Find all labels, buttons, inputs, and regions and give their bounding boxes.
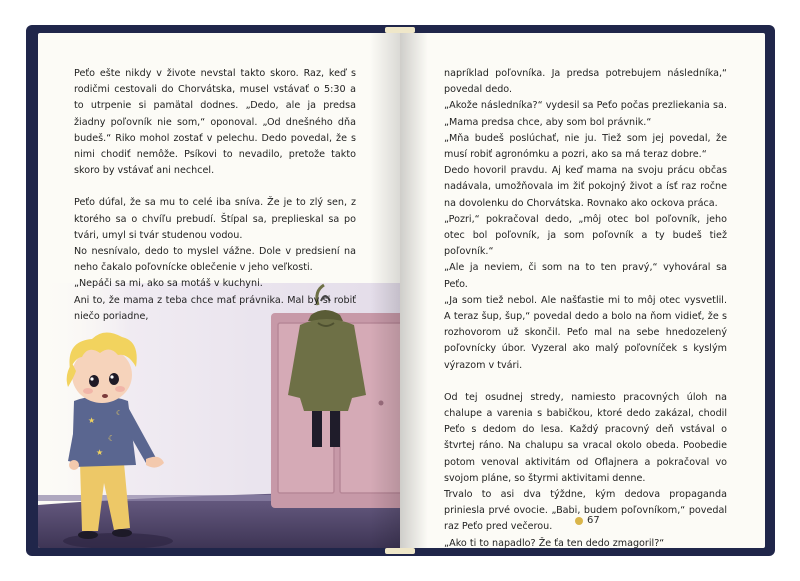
- paragraph: „Nepáči sa mi, ako sa motáš v kuchyni.: [74, 278, 263, 290]
- paragraph: „Ale ja neviem, či som na to ten pravý,“ vyhováral sa Peťo.: [444, 262, 727, 290]
- page-number-dot-icon: [575, 517, 583, 525]
- paragraph-gap: [74, 179, 356, 195]
- paragraph: „Ako ti to napadlo? Že ťa ten dedo zmagoril?“: [444, 537, 665, 548]
- gutter-shadow: [400, 33, 428, 548]
- svg-text:☾: ☾: [108, 434, 116, 443]
- right-page-text: [444, 66, 727, 548]
- paragraph-gap: [444, 374, 727, 390]
- paragraph: Trvalo to asi dva týždne, kým dedova propaganda priniesla prvé ovocie. „Babi, budem poľovníkom,“ povedal raz Peťo pred večerou.: [444, 489, 727, 533]
- paragraph: Dedo hovoril pravdu. Aj keď mama na svoju prácu občas nadávala, umožňovala im žiť pokojný život a ísť raz ročne na dovolenku do Chorvátska. Rovnako ako ockova práca.: [444, 165, 727, 209]
- ribbon-bottom: [385, 548, 415, 554]
- paragraph: Peťo dúfal, že sa mu to celé iba sníva. Že je to zlý sen, z ktorého sa o chvíľu prebudí. Štípal sa, preplieskal sa po tvári, umyl si tvár studenou vodou.: [74, 197, 356, 241]
- page-number: [575, 515, 600, 526]
- paragraph: Peťo ešte nikdy v živote nevstal takto skoro. Raz, keď s rodičmi cestovali do Chorvátska, musel vstávať o 5:30 a to utrpenie si pamätal dodnes. „Dedo, ale ja predsa žiadny poľovník nie som,“ oponoval. „Od dnešného dňa budeš.“ Riko mohol zostať v pelechu. Dedo povedal, že s nimi chodiť nemôže. Psíkovi to nevadilo, pretože takto skoro by vstávať ani nechcel.: [74, 68, 356, 177]
- svg-text:☾: ☾: [116, 409, 123, 417]
- paragraph: Od tej osudnej stredy, namiesto pracovných úloh na chalupe a varenia s babičkou, ktoré dedo zakázal, chodil Peťo s dedom do lesa. Každý pracovný deň vstával o štvrtej ráno. Na chalupu sa vracal okolo obeda. Poobedie potom venoval aktivitám od Oflajnera a pokračoval vo svojom pláne, so štyrmi aktivitami denne.: [444, 391, 727, 484]
- paragraph: „Ja som tiež nebol. Ale našťastie mi to môj otec vysvetlil. A teraz šup, šup,“ povedal dedo a bolo na ňom vidieť, že s rozhovorom už skončil. Peťo mal na sebe hnedozelený poľovnícky úbor. Vyzeral ako malý poľovníček s kyslým výrazom v tvári.: [444, 294, 727, 371]
- paragraph: napríklad poľovníka. Ja predsa potrebujem následníka,“ povedal dedo.: [444, 68, 727, 96]
- svg-text:★: ★: [96, 448, 104, 457]
- paragraph: „Akože následníka?“ vydesil sa Peťo počas prezliekania sa. „Mama predsa chce, aby som bol právnik.“: [444, 100, 727, 128]
- right-page: [400, 33, 765, 548]
- paragraph: No nesnívalo, dedo to myslel vážne. Dole v predsiení na neho čakalo poľovnícke oblečenie v jeho veľkosti.: [74, 246, 356, 274]
- left-page: [38, 33, 406, 548]
- paragraph: Ani to, že mama z teba chce mať právnika. Mal by si robiť niečo poriadne,: [74, 294, 356, 322]
- left-page-text: [74, 66, 356, 325]
- paragraph: „Mňa budeš poslúchať, nie ju. Tiež som jej povedal, že musí robiť agronómku a pozri, ako sa má teraz dobre.“: [444, 132, 727, 161]
- paragraph: „Pozri,“ pokračoval dedo, „môj otec bol poľovník, jeho otec bol poľovník, ja som poľovník a ty budeš tiež poľovník.“: [444, 213, 727, 258]
- page-number-label: 67: [587, 515, 600, 526]
- svg-text:★: ★: [88, 416, 96, 425]
